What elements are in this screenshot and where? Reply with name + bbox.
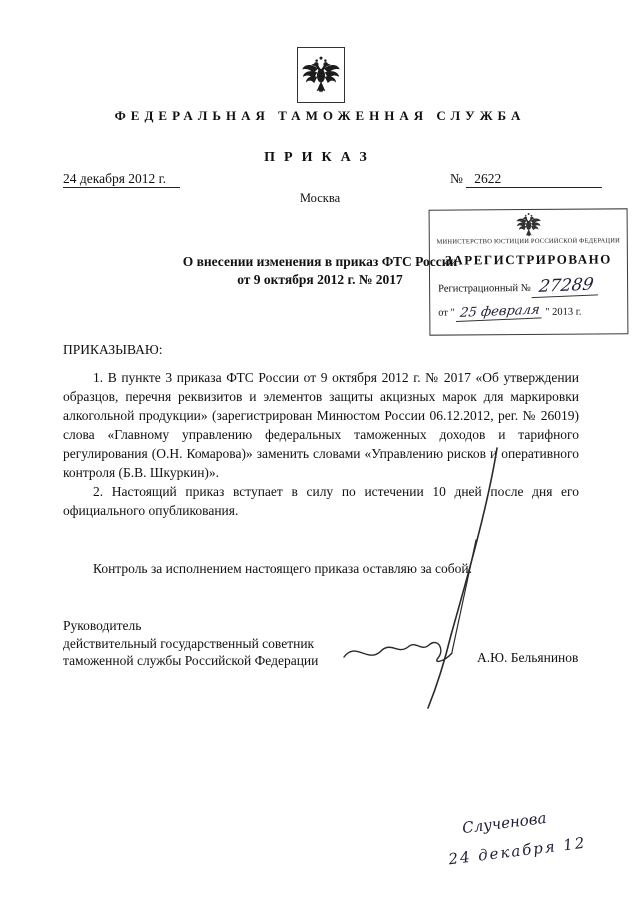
coat-of-arms-box <box>297 47 345 103</box>
doc-body <box>63 368 579 520</box>
registration-stamp <box>429 208 629 335</box>
doc-number-label: № <box>450 171 463 186</box>
doc-date <box>63 171 180 188</box>
signer-name: А.Ю. Бельянинов <box>477 650 579 665</box>
signer-title-block <box>63 617 318 670</box>
stamp-reg-line <box>438 275 623 297</box>
stamp-date-prefix: от " <box>438 307 455 319</box>
doc-number-value: 2622 <box>466 171 602 188</box>
stamp-eagle-icon <box>515 212 541 238</box>
doc-number <box>450 171 602 188</box>
handwritten-note-line2: 24 декабря 12 <box>447 833 588 869</box>
doc-title-line2: от 9 октября 2012 г. № 2017 <box>237 272 403 287</box>
stamp-reg-number-handwritten: 27289 <box>532 274 601 298</box>
order-word: ПРИКАЗЫВАЮ: <box>63 342 163 357</box>
doc-date-value: 24 декабря 2012 г. <box>63 171 180 188</box>
doc-type-heading: ПРИКАЗ <box>264 150 376 165</box>
stamp-date-line <box>438 303 623 320</box>
stamp-registered-label: ЗАРЕГИСТРИРОВАНО <box>444 251 612 268</box>
org-name: ФЕДЕРАЛЬНАЯ ТАМОЖЕННАЯ СЛУЖБА <box>114 108 526 123</box>
stamp-reg-label: Регистрационный № <box>438 282 531 295</box>
signer-title-line2: действительный государственный советник <box>63 635 315 651</box>
signer-title-line1: Руководитель <box>63 618 142 633</box>
handwritten-note-line1: Слученова <box>461 808 548 838</box>
stamp-date-suffix: " 2013 г. <box>545 306 582 318</box>
stamp-date-handwritten: 25 февраля <box>456 302 544 322</box>
doc-city: Москва <box>299 191 341 205</box>
control-line: Контроль за исполнением настоящего приказа оставляю за собой. <box>93 561 472 576</box>
signer-title-line3: таможенной службы Российской Федерации <box>63 653 319 668</box>
stamp-ministry-name: МИНИСТЕРСТВО ЮСТИЦИИ РОССИЙСКОЙ ФЕДЕРАЦИИ <box>436 237 621 246</box>
paragraph-2: 2. Настоящий приказ вступает в силу по истечении 10 дней после дня его официального опубликования. <box>63 484 579 518</box>
double-headed-eagle-icon <box>301 52 341 98</box>
doc-title-line1: О внесении изменения в приказ ФТС России <box>182 254 458 269</box>
paragraph-1: 1. В пункте 3 приказа ФТС России от 9 октября 2012 г. № 2017 «Об утверждении образцов, перечня реквизитов и элементов защиты акцизных марок для маркировки алкогольной продукции» (зарегистрирован Минюстом России 06.12.2012, рег. № 26019) слова «Главному управлению федеральных таможенных доходов и тарифного регулирования (О.Н. Комарова)» заменить словами «Управлению рисков и оперативного контроля (Б.В. Шкуркин)». <box>63 370 579 480</box>
